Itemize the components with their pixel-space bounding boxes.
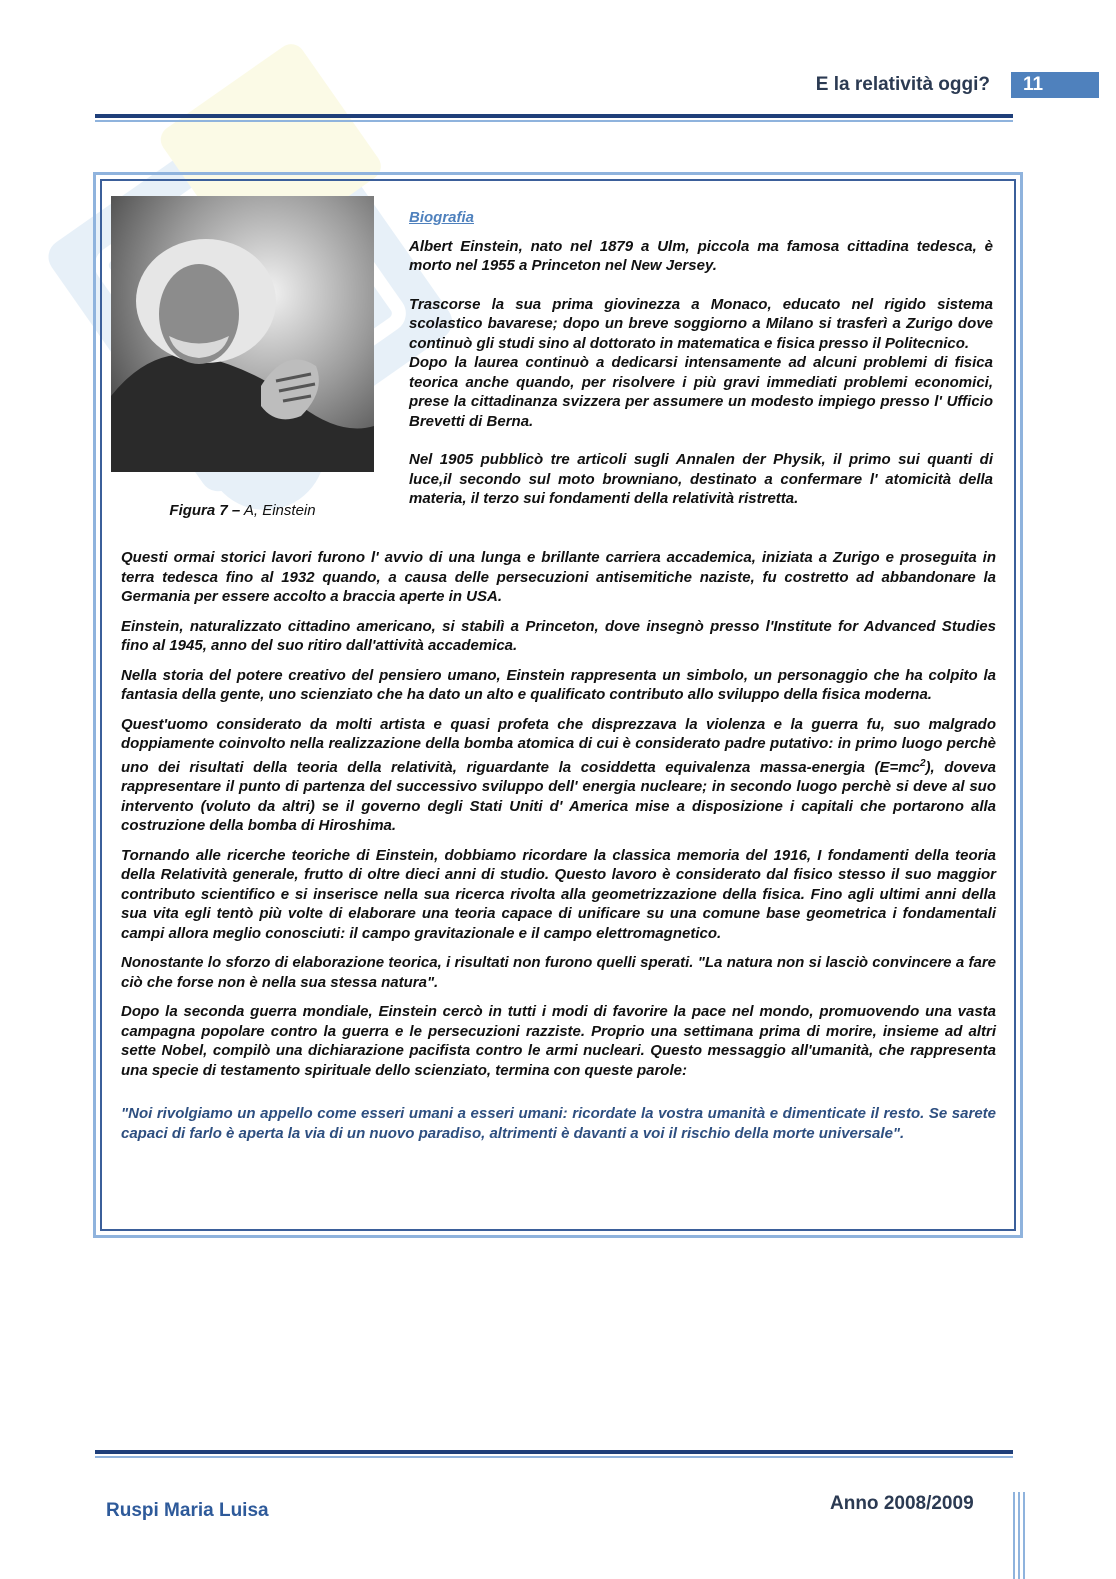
biography-heading: Biografia bbox=[409, 209, 475, 226]
body-paragraph bbox=[121, 715, 996, 836]
superscript: 2 bbox=[920, 757, 926, 769]
biography-paragraph: Nel 1905 pubblicò tre articoli sugli Annalen der Physik, il primo sui quanti di luce,il secondo sul moto browniano, destinato a confermare l' atomicità della materia, il terzo sui fondamenti della relatività ristretta. bbox=[409, 451, 993, 507]
main-text bbox=[121, 548, 996, 1153]
header-title: E la relatività oggi? bbox=[815, 74, 990, 95]
figure-label: Figura 7 – bbox=[169, 502, 241, 519]
body-text: ), doveva rappresentare il punto di partenza del successivo sviluppo dell' energia nucleare; in secondo luogo perchè si deve al suo intervento (voluto da altri) se il governo degli Stati Uniti d' America mise a disposizione i capitali che portarono alla costruzione della bomba di Hiroshima. bbox=[121, 758, 997, 834]
biography-paragraph: Dopo la laurea continuò a dedicarsi intensamente ad alcuni problemi di fisica teorica anche quando, per risolvere i più gravi immediati problemi economici, prese la cittadinanza svizzera per assumere un modesto impiego presso l' Ufficio Brevetti di Berna. bbox=[409, 354, 993, 430]
footer-year: Anno 2008/2009 bbox=[830, 1493, 974, 1514]
figure-text: A, Einstein bbox=[240, 502, 316, 519]
figure-caption bbox=[111, 502, 374, 519]
biography-section bbox=[409, 208, 993, 528]
body-text: Quest'uomo considerato da molti artista e quasi profeta che disprezzava la violenza e la guerra fu, suo malgrado doppiamente coinvolto nella realizzazione della bomba atomica di cui è considerato padre putativo: in primo luogo perchè uno dei risultati della teoria della relatività, riguardante la cosiddetta equivalenza massa-energia (E=mc bbox=[121, 715, 996, 776]
footer-ornament bbox=[1013, 1492, 1027, 1579]
page-number: 11 bbox=[1011, 72, 1099, 98]
biography-paragraph: Trascorse la sua prima giovinezza a Monaco, educato nel rigido sistema scolastico bavarese; dopo un breve soggiorno a Milano si trasferì a Zurigo dove continuò gli studi sino al dottorato in matematica e fisica presso il Politecnico. bbox=[409, 295, 993, 352]
biography-paragraph: Albert Einstein, nato nel 1879 a Ulm, piccola ma famosa cittadina tedesca, è morto nel 1955 a Princeton nel New Jersey. bbox=[409, 237, 993, 274]
body-paragraph: Dopo la seconda guerra mondiale, Einstein cercò in tutti i modi di favorire la pace nel mondo, promuovendo una vasta campagna popolare contro la guerra e le persecuzioni razziste. Proprio una settimana prima di morire, insieme ad altri sette Nobel, compilò una dichiarazione pacifista contro le armi nucleari. Questo messaggio all'umanità, che rappresenta una specie di testamento spirituale dello scienziato, termina con queste parole: bbox=[121, 1003, 996, 1079]
body-paragraph: Tornando alle ricerche teoriche di Einstein, dobbiamo ricordare la classica memoria del 1916, I fondamenti della teoria della Relatività generale, frutto di oltre dieci anni di studio. Questo lavoro è considerato dal fisico stesso il suo maggior contributo scientifico e si inserisce nella sua ricerca rivolta alla geometrizzazione della fisica. Fino agli ultimi anni della sua vita egli tentò più volte di elaborare una teoria capace di unificare su una comune base geometrica i fondamentali campi allora meglio conosciuti: il campo gravitazionale e il campo elettromagnetico. bbox=[121, 846, 996, 942]
footer-divider-thin bbox=[95, 1456, 1013, 1458]
footer-divider bbox=[95, 1450, 1013, 1454]
body-paragraph: Questi ormai storici lavori furono l' avvio di una lunga e brillante carriera accademica, iniziata a Zurigo e proseguita in terra tedesca fino al 1932 quando, a causa delle persecuzioni antisemitiche naziste, fu costretto ad abbandonare la Germania per essere accolto a braccia aperte in USA. bbox=[121, 549, 996, 605]
header-divider-thin bbox=[95, 120, 1013, 122]
footer-author: Ruspi Maria Luisa bbox=[106, 1500, 269, 1521]
header-divider bbox=[95, 114, 1013, 118]
body-paragraph: Nonostante lo sforzo di elaborazione teorica, i risultati non furono quelli sperati. "La natura non si lasciò convincere a fare ciò che forse non è nella sua stessa natura". bbox=[121, 954, 996, 991]
closing-quote: "Noi rivolgiamo un appello come esseri umani a esseri umani: ricordate la vostra umanità e dimenticate il resto. Se sarete capaci di farlo è aperta la via di un nuovo paradiso, altrimenti è davanti a voi il rischio della morte universale". bbox=[121, 1105, 996, 1142]
body-paragraph: Nella storia del potere creativo del pensiero umano, Einstein rappresenta un simbolo, un personaggio che ha colpito la fantasia della gente, uno scienziato che ha dato un alto e qualificato contributo allo sviluppo della fisica moderna. bbox=[121, 666, 996, 703]
einstein-portrait bbox=[111, 196, 374, 472]
body-paragraph: Einstein, naturalizzato cittadino americano, si stabilì a Princeton, dove insegnò presso l'Institute for Advanced Studies fino al 1945, anno del suo ritiro dall'attività accademica. bbox=[121, 617, 996, 654]
